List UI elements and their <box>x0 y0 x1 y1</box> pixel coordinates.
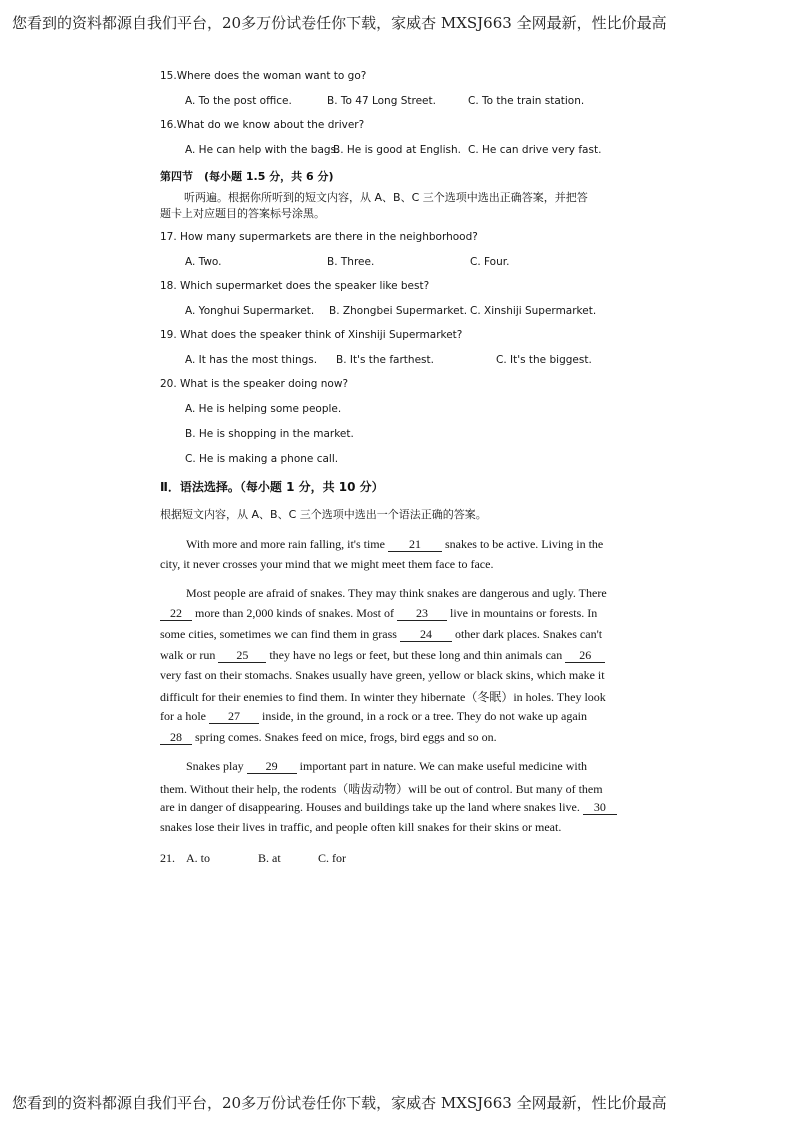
passage-text: they have no legs or feet, but these long and thin animals can <box>269 648 563 662</box>
section-4-instruction <box>160 190 640 222</box>
option-18-b: B. Zhongbei Supermarket. <box>329 305 468 317</box>
option-20-a: A. He is helping some people. <box>185 403 342 415</box>
passage-line <box>160 648 644 663</box>
blank-21: 21 <box>388 538 442 552</box>
passage-text: more than 2,000 kinds of snakes. Most of <box>195 606 394 620</box>
passage-line: them. Without their help, the rodents（啮齿动物）will be out of control. But many of them <box>160 782 603 796</box>
option-20-b: B. He is shopping in the market. <box>185 428 354 440</box>
option-15-c: C. To the train station. <box>468 95 585 107</box>
passage-text: some cities, sometimes we can find them in grass <box>160 627 397 641</box>
option-19-a: A. It has the most things. <box>185 354 318 366</box>
question-text: What does the speaker think of Xinshiji Supermarket? <box>180 329 463 341</box>
passage-line: city, it never crosses your mind that we might meet them face to face. <box>160 557 494 571</box>
question-number: 15. <box>160 70 177 82</box>
question-text: How many supermarkets are there in the neighborhood? <box>180 231 478 243</box>
question-20 <box>160 378 348 390</box>
grammar-title: Ⅱ．语法选择。（每小题 1 分，共 10 分） <box>160 480 384 494</box>
blank-27: 27 <box>209 710 259 724</box>
option-15-b: B. To 47 Long Street. <box>327 95 436 107</box>
passage-text: important part in nature. We can make useful medicine with <box>299 759 588 773</box>
passage-text: With more and more rain falling, it's time <box>186 537 385 551</box>
passage-line <box>160 606 644 621</box>
passage-text: Snakes play <box>186 759 244 773</box>
question-text: What do we know about the driver? <box>176 119 365 131</box>
option-16-b: B. He is good at English. <box>333 144 461 156</box>
blank-25: 25 <box>218 649 266 663</box>
passage-line <box>160 800 644 815</box>
blank-23: 23 <box>397 607 447 621</box>
option-18-a: A. Yonghui Supermarket. <box>185 305 315 317</box>
passage-line <box>160 730 644 745</box>
blank-29: 29 <box>247 760 297 774</box>
blank-22: 22 <box>160 607 192 621</box>
instruction-line-2: 题卡上对应题目的答案标号涂黑。 <box>160 207 325 220</box>
blank-28: 28 <box>160 731 192 745</box>
blank-24: 24 <box>400 628 452 642</box>
question-15 <box>160 70 366 82</box>
instruction-line-1: 听两遍。根据你所听到的短文内容，从 A、B、C 三个选项中选出正确答案，并把答 <box>184 191 588 204</box>
question-number: 18. <box>160 280 177 292</box>
question-number: 20. <box>160 378 177 390</box>
passage-text: other dark places. Snakes can't <box>454 627 603 641</box>
bottom-banner: 您看到的资料都源自我们平台，20多万份试卷任你下载，家威杏 MXSJ663 全网最新，性比价最高 <box>12 1094 667 1112</box>
question-text: Where does the woman want to go? <box>176 70 367 82</box>
grammar-instruction: 根据短文内容，从 A、B、C 三个选项中选出一个语法正确的答案。 <box>160 508 487 521</box>
option-16-a: A. He can help with the bags. <box>185 144 340 156</box>
question-19 <box>160 329 462 341</box>
passage-text: snakes to be active. Living in the <box>444 537 604 551</box>
answer-option-b: B. at <box>258 851 281 865</box>
option-18-c: C. Xinshiji Supermarket. <box>470 305 597 317</box>
section-4-title: 第四节 (每小题 1.5 分，共 6 分) <box>160 170 334 183</box>
passage-text: inside, in the ground, in a rock or a tree. They do not wake up again <box>261 709 588 723</box>
option-19-b: B. It's the farthest. <box>336 354 434 366</box>
answer-21 <box>160 851 346 866</box>
passage-line: very fast on their stomachs. Snakes usually have green, yellow or black skins, which make it <box>160 668 605 682</box>
question-17 <box>160 231 478 243</box>
option-20-c: C. He is making a phone call. <box>185 453 339 465</box>
passage-text: spring comes. Snakes feed on mice, frogs, bird eggs and so on. <box>195 730 497 744</box>
question-text: What is the speaker doing now? <box>180 378 349 390</box>
blank-26: 26 <box>565 649 605 663</box>
option-17-c: C. Four. <box>470 256 510 268</box>
passage-text: are in danger of disappearing. Houses and buildings take up the land where snakes live. <box>160 800 580 814</box>
passage-text: for a hole <box>160 709 206 723</box>
option-19-c: C. It's the biggest. <box>496 354 592 366</box>
passage-text: walk or run <box>160 648 216 662</box>
passage-line <box>160 709 644 724</box>
option-16-c: C. He can drive very fast. <box>468 144 602 156</box>
answer-number: 21. <box>160 851 175 865</box>
passage-text: live in mountains or forests. In <box>449 606 598 620</box>
option-15-a: A. To the post office. <box>185 95 292 107</box>
passage-line: snakes lose their lives in traffic, and people often kill snakes for their skins or meat. <box>160 820 562 834</box>
blank-30: 30 <box>583 801 617 815</box>
passage-line: Most people are afraid of snakes. They may think snakes are dangerous and ugly. There <box>186 586 607 600</box>
passage-line: difficult for their enemies to find them. In winter they hibernate（冬眠）in holes. They look <box>160 690 606 704</box>
question-number: 16. <box>160 119 177 131</box>
question-16 <box>160 119 364 131</box>
question-number: 19. <box>160 329 177 341</box>
question-number: 17. <box>160 231 177 243</box>
question-text: Which supermarket does the speaker like best? <box>180 280 430 292</box>
option-17-b: B. Three. <box>327 256 375 268</box>
question-18 <box>160 280 429 292</box>
passage-line <box>160 627 644 642</box>
top-banner: 您看到的资料都源自我们平台，20多万份试卷任你下载，家威杏 MXSJ663 全网最新，性比价最高 <box>12 14 667 32</box>
answer-option-a: A. to <box>186 851 210 865</box>
option-17-a: A. Two. <box>185 256 222 268</box>
passage-line <box>160 759 670 774</box>
answer-option-c: C. for <box>318 851 346 865</box>
passage-line <box>160 537 670 552</box>
